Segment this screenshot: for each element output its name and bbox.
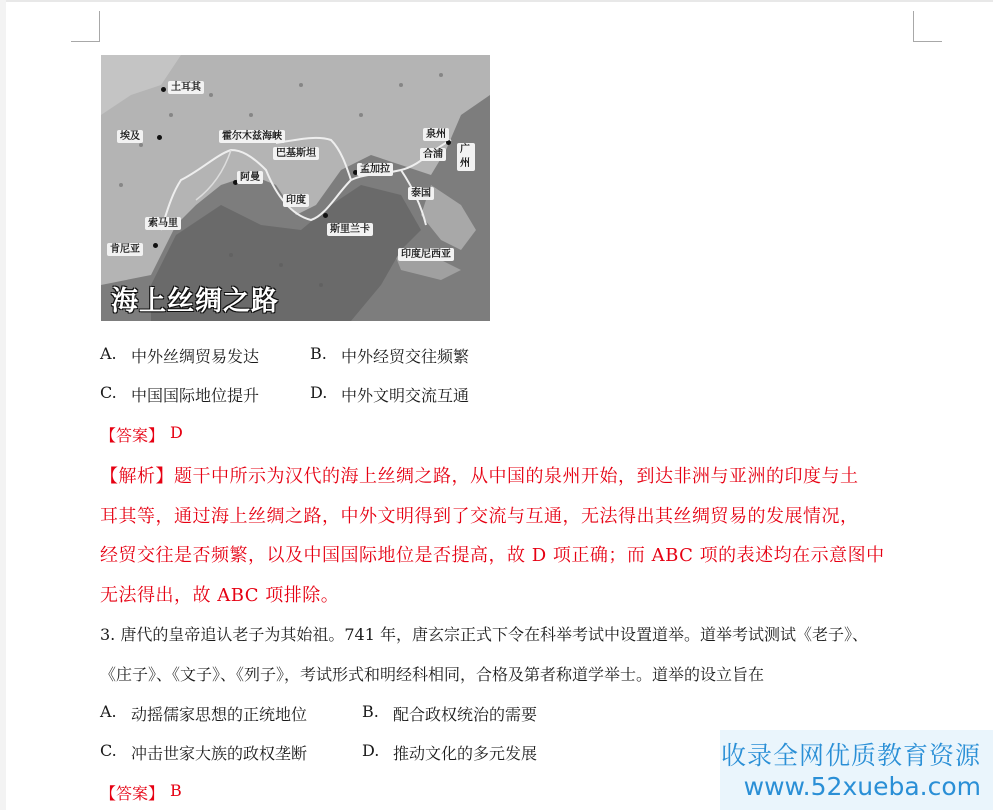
option-text: 冲击世家大族的政权垄断 xyxy=(131,744,308,763)
question-stem-line: 3. 唐代的皇帝追认老子为其始祖。741 年，唐玄宗正式下令在科举考试中设置道举。道举考试测试《老子》、 xyxy=(100,625,868,644)
explanation-line: 无法得出，故 ABC 项排除。 xyxy=(100,585,340,606)
explanation-line: 耳其等，通过海上丝绸之路，中外文明得到了交流与互通，无法得出其丝绸贸易的发展情况， xyxy=(100,506,859,527)
map-marker xyxy=(161,87,166,92)
watermark-line-2: www.52xueba.com xyxy=(743,772,981,801)
answer-tag: 【答案】 xyxy=(100,784,165,803)
map-marker xyxy=(323,213,328,218)
option-letter: D. xyxy=(362,741,380,760)
explanation-line: 【解析】题干中所示为汉代的海上丝绸之路，从中国的泉州开始，到达非洲与亚洲的印度与土 xyxy=(100,466,859,487)
map-label-turkey: 土耳其 xyxy=(168,81,204,94)
option-letter: A. xyxy=(100,702,117,721)
option-text: 中国国际地位提升 xyxy=(131,386,260,405)
answer-value: B xyxy=(170,781,182,800)
map-label-egypt: 埃及 xyxy=(117,130,143,143)
option-text: 中外丝绸贸易发达 xyxy=(131,347,260,366)
option-text: 中外文明交流互通 xyxy=(341,386,470,405)
question-stem-line: 《庄子》、《文子》、《列子》，考试形式和明经科相同，合格及第者称道学举士。道举的设立旨在 xyxy=(100,665,765,684)
map-label-hepu: 合浦 xyxy=(420,148,446,161)
answer-tag: 【答案】 xyxy=(100,426,165,445)
map-label-india: 印度 xyxy=(283,194,309,207)
option-letter: D. xyxy=(310,383,328,402)
map-label-somalia: 索马里 xyxy=(145,217,181,230)
map-marker xyxy=(153,243,158,248)
option-letter: B. xyxy=(362,702,379,721)
map-label-pakistan: 巴基斯坦 xyxy=(273,147,319,160)
option-text: 配合政权统治的需要 xyxy=(393,705,538,724)
map-label-guangzhou: 广州 xyxy=(457,143,475,171)
page-top-edge xyxy=(0,0,993,2)
option-text: 推动文化的多元发展 xyxy=(393,744,538,763)
map-label-hormuz: 霍尔木兹海峡 xyxy=(219,130,285,143)
map-label-bangladesh: 孟加拉 xyxy=(357,163,393,176)
explanation-line: 经贸交往是否频繁，以及中国国际地位是否提高，故 D 项正确；而 ABC 项的表述均在示意图中 xyxy=(100,545,885,566)
map-label-quanzhou: 泉州 xyxy=(423,128,449,141)
option-letter: A. xyxy=(100,344,117,363)
map-label-indonesia: 印度尼西亚 xyxy=(398,248,454,261)
option-letter: C. xyxy=(100,741,117,760)
crop-mark-top-right xyxy=(913,11,942,42)
map-label-kenya: 肯尼亚 xyxy=(107,243,143,256)
map-label-oman: 阿曼 xyxy=(237,171,263,184)
crop-mark-top-left xyxy=(71,11,100,42)
page-left-gutter xyxy=(0,0,6,810)
watermark-line-1: 收录全网优质教育资源 xyxy=(720,741,981,770)
answer-value: D xyxy=(170,423,183,442)
map-title: 海上丝绸之路 xyxy=(111,286,279,317)
option-text: 中外经贸交往频繁 xyxy=(341,347,470,366)
option-letter: C. xyxy=(100,383,117,402)
silk-road-map-figure xyxy=(101,55,490,321)
map-marker xyxy=(157,135,162,140)
map-label-sri-lanka: 斯里兰卡 xyxy=(327,223,373,236)
option-letter: B. xyxy=(310,344,327,363)
option-text: 动摇儒家思想的正统地位 xyxy=(131,705,308,724)
map-label-thailand: 泰国 xyxy=(408,187,434,200)
